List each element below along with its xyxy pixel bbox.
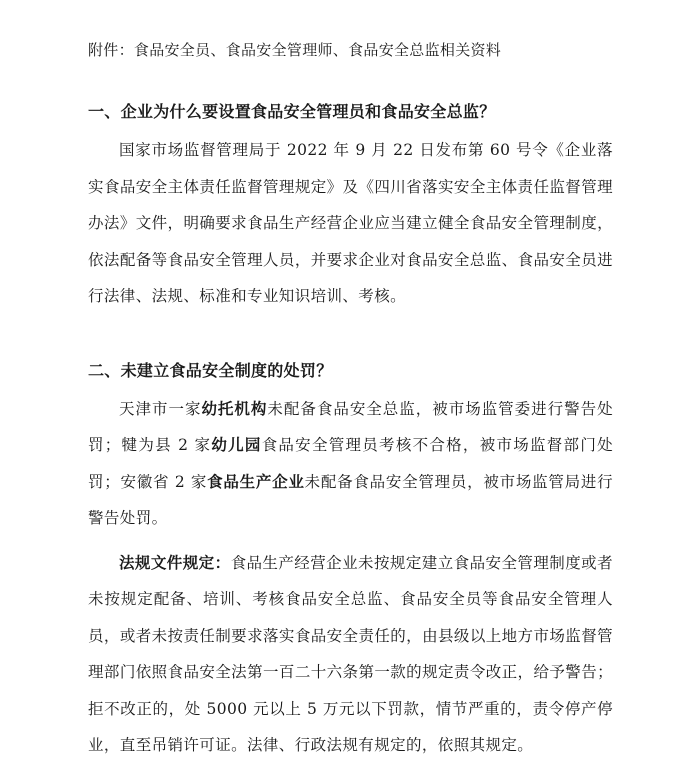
case-text-1: 天津市一家 — [119, 399, 202, 418]
case-text-4: 未配备食品安全管理员，被市场监管局进行警告处罚。 — [88, 472, 613, 527]
section-1-paragraph: 国家市场监督管理局于 2022 年 9 月 22 日发布第 60 号令《企业落实食品安全主体责任监督管理规定》及《四川省落实安全主体责任监督管理办法》文件，明确要求食品生产经营企业应当建立健全食品安全管理制度，依法配备等食品安全管理人员，并要求企业对食品安全总监、食品安全员进行法律、法规、标准和专业知识培训、考核。 — [88, 141, 613, 305]
case-text-3: 食品安全管理员考核不合格，被市场监督部门处罚；安徽省 2 家 — [88, 436, 614, 491]
section-1-heading: 一、企业为什么要设置食品安全管理员和食品安全总监？ — [88, 102, 496, 121]
penalty-cases-paragraph — [88, 391, 613, 537]
regulation-label: 法规文件规定： — [119, 552, 231, 572]
highlight-childcare-institution: 幼托机构 — [201, 398, 268, 418]
case-text-2: 未配备食品安全总监，被市场监管委进行警告处罚；犍为县 2 家 — [88, 399, 613, 454]
regulation-paragraph — [88, 545, 613, 764]
highlight-food-production-enterprise: 食品生产企业 — [207, 471, 305, 491]
attachment-line: 附件：食品安全员、食品安全管理师、食品安全总监相关资料 — [88, 41, 502, 59]
regulation-text: 食品生产经营企业未按规定建立食品安全管理制度或者未按规定配备、培训、考核食品安全总监、食品安全员等食品安全管理人员，或者未按责任制要求落实食品安全责任的，由县级以上地方市场监督管理部门依照食品安全法第一百二十六条第一款的规定责令改正，给予警告；拒不改正的，处 5000 元以上 5 万元以下罚款，情节严重的，责令停产停业，直至吊销许可证。法律、行政法规有规定的，依照其规定。 — [88, 553, 613, 754]
section-2-heading: 二、未建立食品安全制度的处罚？ — [88, 360, 333, 380]
highlight-kindergarten: 幼儿园 — [211, 435, 262, 454]
